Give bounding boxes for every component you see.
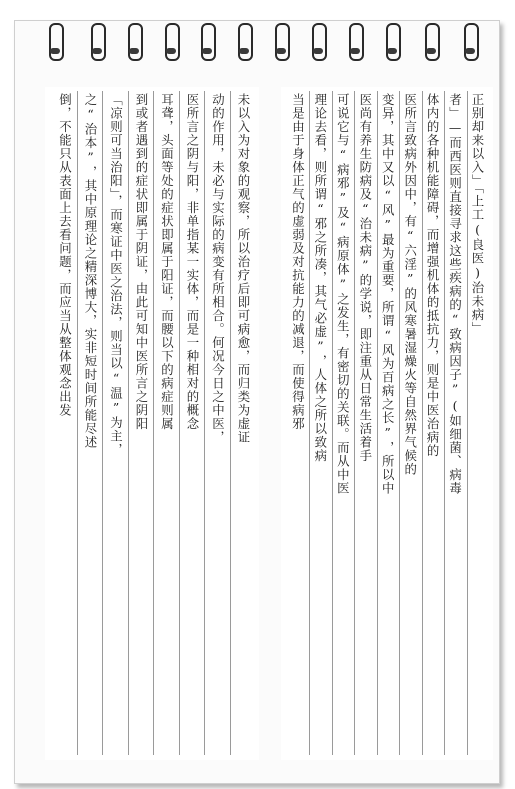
notebook-page: [14, 20, 500, 784]
text-column: 医所言致病外因中，有“六淫”的风寒暑湿燥火等自然界气候的: [402, 93, 418, 477]
punch-hole-icon: [313, 48, 323, 54]
column-rule: [204, 91, 205, 755]
binder-ring-icon: [349, 23, 364, 61]
punch-hole-icon: [387, 48, 397, 54]
punch-hole-icon: [202, 48, 212, 54]
column-rule: [399, 91, 400, 755]
column-rule: [332, 91, 333, 755]
column-rule: [444, 91, 445, 755]
binder-ring-icon: [49, 23, 64, 61]
text-column: 动的作用，未必与实际的病变有所相合。何况今日之中医，: [210, 93, 226, 444]
punch-hole-icon: [350, 48, 360, 54]
punch-hole-icon: [239, 48, 249, 54]
column-rule: [230, 91, 231, 755]
punch-hole-icon: [426, 48, 436, 54]
text-column: 未以入为对象的观察，所以治疗后即可病愈，而归类为虚证: [236, 93, 251, 444]
text-column: 体内的各种机能障碍，而增强机体的抵抗力，则是中医治病的: [425, 93, 441, 458]
column-rule: [467, 91, 468, 755]
binder-ring-icon: [275, 23, 290, 61]
manuscript-page-right: [281, 87, 493, 760]
text-column: 理论去看，则所谓“邪之所凑，其气必虚”，人体之所以致病: [312, 93, 328, 463]
binder-ring-icon: [128, 23, 143, 61]
text-column: 医所言之阴与阳，非单指某一实体，而是一种相对的概念: [185, 93, 200, 431]
punch-hole-icon: [465, 48, 475, 54]
column-rule: [102, 91, 103, 755]
column-rule: [377, 91, 378, 755]
column-rule: [77, 91, 78, 755]
column-rule: [354, 91, 355, 755]
punch-hole-icon: [166, 48, 176, 54]
text-column: 变异，其中又以“风”最为重要，所谓“风为百病之长”，所以中: [380, 93, 396, 495]
manuscript-page-left: [45, 87, 259, 760]
text-column: 耳聋，头面等处的症状即属于阳证，而腰以下的病症则属: [159, 93, 175, 431]
text-column: 「凉则可当治阳」，而寒证中医之治法，则当以“温”为主，: [108, 93, 124, 457]
text-column: 医尚有养生防病及“治未病”的学说，即注重从日常生活着手: [357, 93, 373, 463]
binder-ring-icon: [464, 23, 479, 61]
text-column: 可说它与“病邪”及“病原体”之发生，有密切的关联。而从中医: [335, 93, 351, 495]
punch-hole-icon: [50, 48, 60, 54]
punch-hole-icon: [129, 48, 139, 54]
column-rule: [128, 91, 129, 755]
column-rule: [179, 91, 180, 755]
column-rule: [309, 91, 310, 755]
binder-ring-icon: [165, 23, 180, 61]
column-rule: [153, 91, 154, 755]
text-column: 之“治本”，其中原理论之精深博大，实非短时间所能尽述: [83, 93, 98, 450]
binder-ring-icon: [91, 23, 106, 61]
binder-ring-icon: [201, 23, 216, 61]
text-column: 当是由于身体正气的虚弱及对抗能力的减退，而使得病邪: [290, 93, 306, 431]
text-column: 正别却来以入」「上工(良医)治未病」: [470, 93, 485, 335]
punch-hole-icon: [276, 48, 286, 54]
text-column: 倒，不能只从表面上去看问题，而应当从整体观念出发: [57, 93, 73, 417]
binder-ring-icon: [425, 23, 440, 61]
text-column: 者」—而西医则直接寻求这些疾病的“致病因子”(如细菌、病毒: [447, 93, 463, 495]
punch-hole-icon: [92, 48, 102, 54]
binder-ring-icon: [238, 23, 253, 61]
binder-ring-icon: [312, 23, 327, 61]
binder-ring-icon: [386, 23, 401, 61]
column-rule: [422, 91, 423, 755]
text-column: 到或者遇到的症状即属于阴证，由此可知中医所言之阴阳: [134, 93, 149, 431]
